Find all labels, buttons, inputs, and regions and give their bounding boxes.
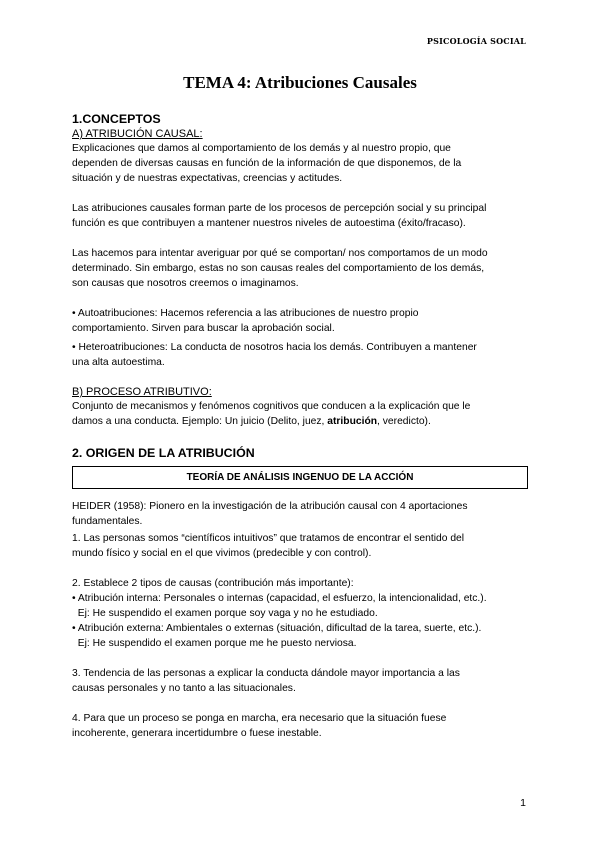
text-line: situación y de nuestras expectativas, creencias y actitudes.	[72, 173, 343, 184]
text-line: Las atribuciones causales forman parte de los procesos de percepción social y su principal	[72, 203, 487, 214]
paragraph-function	[72, 201, 528, 231]
text-line: función es que contribuyen a mantener nuestros niveles de autoestima (éxito/fracaso).	[72, 218, 466, 229]
text-line: son causas que nosotros creemos o imaginamos.	[72, 278, 299, 289]
text-line: • Heteroatribuciones: La conducta de nosotros hacia los demás. Contribuyen a mantener	[72, 342, 477, 353]
text-segment: damos a una conducta. Ejemplo: Un juicio (Delito, juez,	[72, 416, 328, 427]
text-line: • Autoatribuciones: Hacemos referencia a las atribuciones de nuestro propio	[72, 308, 419, 319]
text-line: Las hacemos para intentar averiguar por qué se comportan/ nos comportamos de un modo	[72, 248, 488, 259]
text-line: fundamentales.	[72, 516, 143, 527]
text-line: • Atribución externa: Ambientales o externas (situación, dificultad de la tarea, suerte, etc.).	[72, 623, 482, 634]
text-line: determinado. Sin embargo, estas no son causas reales del comportamiento de los demás,	[72, 263, 485, 274]
section-heading-conceptos: 1.CONCEPTOS	[72, 112, 161, 126]
text-line: una alta autoestima.	[72, 357, 165, 368]
point-3	[72, 666, 528, 696]
paragraph-purpose	[72, 246, 528, 291]
text-line: Explicaciones que damos al comportamiento de los demás y al nuestro propio, que	[72, 143, 451, 154]
text-line: Ej: He suspendido el examen porque soy vaga y no he estudiado.	[72, 608, 378, 619]
point-1	[72, 531, 528, 561]
text-line-example	[72, 414, 528, 429]
document-body	[72, 112, 528, 741]
paragraph-proceso	[72, 399, 528, 429]
text-line: Conjunto de mecanismos y fenómenos cognitivos que conducen a la explicación que le	[72, 401, 471, 412]
paragraph-definition	[72, 141, 528, 186]
text-line: 2. Establece 2 tipos de causas (contribución más importante):	[72, 578, 354, 589]
subheading-atribucion-causal: A) ATRIBUCIÓN CAUSAL:	[72, 128, 203, 140]
text-line: 3. Tendencia de las personas a explicar la conducta dándole mayor importancia a las	[72, 668, 460, 679]
bullet-autoatribuciones	[72, 306, 528, 336]
text-line: HEIDER (1958): Pionero en la investigación de la atribución causal con 4 aportaciones	[72, 501, 468, 512]
paragraph-heider	[72, 499, 528, 529]
text-line: 1. Las personas somos “científicos intuitivos” que tratamos de encontrar el sentido del	[72, 533, 465, 544]
text-line: incoherente, generara incertidumbre o fuese inestable.	[72, 728, 322, 739]
page-number: 1	[520, 797, 526, 809]
running-header: PSICOLOGÍA SOCIAL	[426, 36, 526, 46]
point-4	[72, 711, 528, 741]
text-line: dependen de diversas causas en función de la información de que disponemos, de la	[72, 158, 462, 169]
text-line: • Atribución interna: Personales o internas (capacidad, el esfuerzo, la intencionalidad, etc.).	[72, 593, 487, 604]
text-line: comportamiento. Sirven para buscar la aprobación social.	[72, 323, 335, 334]
document-title: TEMA 4: Atribuciones Causales	[183, 73, 417, 92]
text-line: causas personales y no tanto a las situacionales.	[72, 683, 296, 694]
theory-title-box: TEORÍA DE ANÁLISIS INGENUO DE LA ACCIÓN	[72, 466, 528, 489]
subheading-proceso-atributivo: B) PROCESO ATRIBUTIVO:	[72, 386, 212, 398]
text-line: Ej: He suspendido el examen porque me he puesto nerviosa.	[72, 638, 357, 649]
text-line: 4. Para que un proceso se ponga en marcha, era necesario que la situación fuese	[72, 713, 447, 724]
bullet-heteroatribuciones	[72, 340, 528, 370]
bold-term: atribución	[327, 416, 378, 427]
section-heading-origen: 2. ORIGEN DE LA ATRIBUCIÓN	[72, 446, 255, 460]
text-segment: , veredicto).	[377, 416, 431, 427]
text-line: mundo físico y social en el que vivimos (predecible y con control).	[72, 548, 372, 559]
point-2	[72, 576, 528, 651]
